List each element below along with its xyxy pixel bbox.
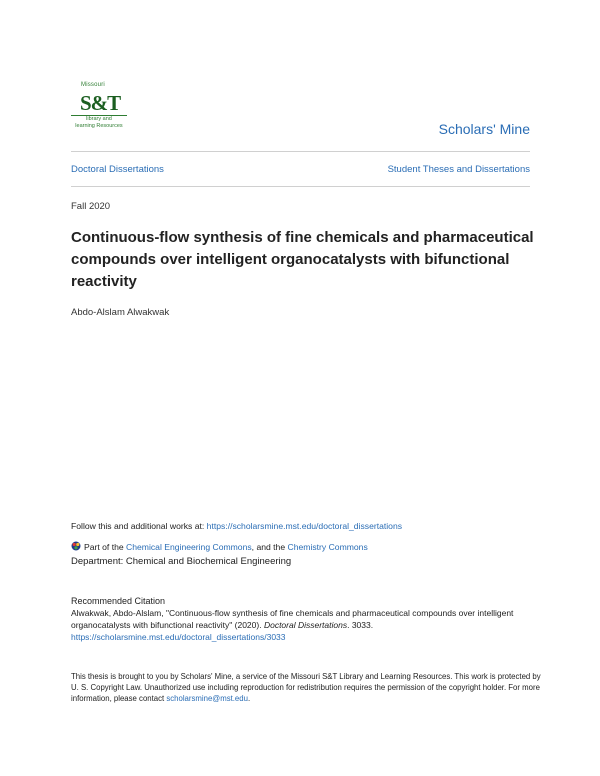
footer-end: . — [247, 694, 251, 703]
scholars-mine-brand[interactable]: Scholars' Mine — [438, 121, 530, 137]
logo-mark: S&T — [80, 91, 121, 115]
follow-prefix: Follow this and additional works at: — [71, 521, 207, 531]
part-of-line — [71, 541, 368, 554]
footer-text: This thesis is brought to you by Scholars' Mine, a service of the Missouri S&T Library and Learning Resources. This work is protected by U. S. Copyright Law. Unauthorized use including reproduction for redistribution requires the permission of the copyright holder. For more information, please contact — [71, 672, 541, 703]
logo-top-text: Missouri — [81, 82, 105, 88]
commons-network-icon — [71, 541, 81, 551]
recommended-citation-heading: Recommended Citation — [71, 596, 166, 606]
doctoral-dissertations-link[interactable]: Doctoral Dissertations — [71, 164, 164, 175]
citation-number: . 3033. — [347, 620, 374, 630]
follow-url-link[interactable]: https://scholarsmine.mst.edu/doctoral_dissertations — [206, 521, 403, 531]
document-title: Continuous-flow synthesis of fine chemicals and pharmaceutical compounds over intelligent organocatalysts with bifunctional reactivity — [71, 229, 534, 290]
logo-bottom-text: library and learning Resources — [75, 116, 123, 129]
copyright-notice — [71, 671, 541, 704]
contact-email-link[interactable]: scholarsmine@mst.edu — [166, 694, 248, 703]
recommended-citation-text — [71, 607, 541, 643]
divider-top — [71, 151, 530, 152]
student-theses-link[interactable]: Student Theses and Dissertations — [387, 164, 530, 175]
chemistry-commons-link[interactable]: Chemistry Commons — [287, 542, 368, 552]
citation-series: Doctoral Dissertations — [263, 620, 348, 630]
chemical-engineering-commons-link[interactable]: Chemical Engineering Commons — [126, 542, 252, 552]
author-name: Abdo-Alslam Alwakwak — [71, 307, 170, 318]
citation-text: Alwakwak, Abdo-Alslam, "Continuous-flow synthesis of fine chemicals and pharmaceutical compounds over intelligent organocatalysts with bifunctional reactivity" (2020). — [71, 608, 514, 630]
part-of-middle: , and the — [251, 542, 288, 552]
department-line: Department: Chemical and Biochemical Engineering — [71, 556, 292, 567]
missouri-st-logo — [71, 82, 127, 138]
divider-bottom — [71, 186, 530, 187]
citation-url-link[interactable]: https://scholarsmine.mst.edu/doctoral_dissertations/3033 — [71, 632, 286, 642]
follow-line — [71, 520, 402, 533]
publication-date: Fall 2020 — [71, 201, 111, 212]
part-of-prefix: Part of the — [84, 542, 127, 552]
